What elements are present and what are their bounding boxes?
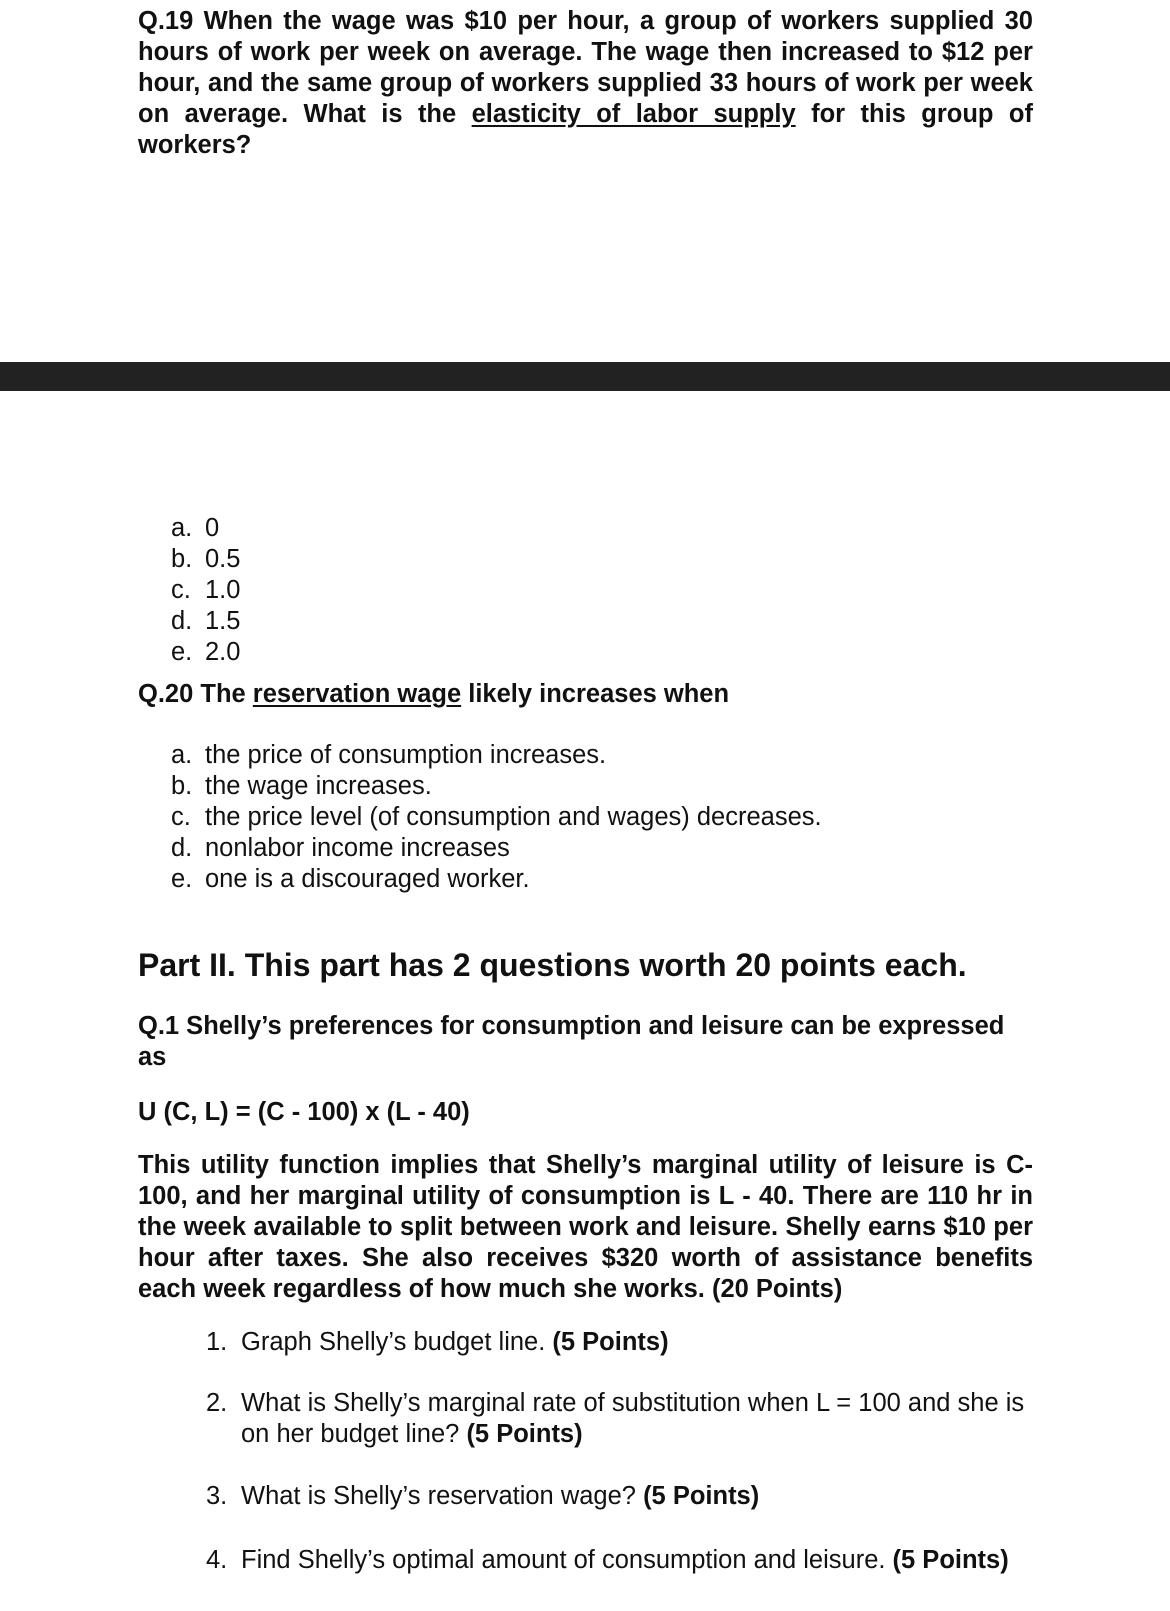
subquestion-number: 4. [206,1546,228,1574]
option-letter: e. [171,638,193,666]
subquestion-1 [206,1327,1036,1358]
q19-options [171,513,240,668]
subquestion-2 [206,1388,1036,1450]
option-text: 2.0 [205,638,241,666]
option-text: one is a discouraged worker. [205,865,530,893]
option-letter: c. [171,803,191,831]
option-text: the wage increases. [205,772,432,800]
subquestion-text: Graph Shelly’s budget line. [241,1328,553,1356]
option-letter: e. [171,865,193,893]
q19-option-c[interactable] [171,575,240,606]
subquestion-points: (5 Points) [466,1420,583,1448]
option-text: nonlabor income increases [205,834,510,862]
question-1-description: This utility function implies that Shelly’s marginal utility of leisure is C-100, and her marginal utility of consumption is L - 40. There are 110 hr in the week available to split between work and leisure. Shelly earns $10 per hour after taxes. She also receives $320 worth of assistance benefits each week regardless of how much she works. (20 Points) [138,1151,1033,1303]
subquestion-text: Find Shelly’s optimal amount of consumption and leisure. [241,1546,893,1574]
q19-text-after: for this group of workers? [138,100,1033,159]
option-letter: b. [171,772,193,800]
q20-text-after: likely increases when [461,680,730,708]
option-text: the price of consumption increases. [205,741,607,769]
q20-option-a[interactable] [171,740,822,771]
subquestion-3 [206,1481,1036,1512]
subquestion-text: What is Shelly’s marginal rate of substitution when L = 100 and she is on her budget line? [241,1389,1025,1448]
utility-formula: U (C, L) = (C - 100) x (L - 40) [138,1098,470,1126]
q20-text-before: Q.20 The [138,680,253,708]
subquestion-4 [206,1545,1036,1576]
subquestion-text: What is Shelly’s reservation wage? [241,1482,644,1510]
question-19 [138,6,1033,161]
subquestion-number: 2. [206,1389,228,1417]
option-text: the price level (of consumption and wages) decreases. [205,803,822,831]
q19-text-before: Q.19 When the wage was $10 per hour, a group of workers supplied 30 hours of work per week on average. The wage then increased to $12 per hour, and the same group of workers supplied 33 hours of work per week on average. What is the [138,7,1033,128]
option-text: 0.5 [205,545,241,573]
option-letter: a. [171,514,193,542]
subquestion-points: (5 Points) [892,1546,1009,1574]
q20-option-d[interactable] [171,833,822,864]
subquestion-number: 1. [206,1328,228,1356]
q19-option-a[interactable] [171,513,240,544]
subquestion-points: (5 Points) [643,1482,760,1510]
q20-option-e[interactable] [171,864,822,895]
option-text: 1.0 [205,576,241,604]
q19-option-b[interactable] [171,544,240,575]
part-2-heading: Part II. This part has 2 questions worth 20 points each. [138,947,967,983]
subquestion-points: (5 Points) [552,1328,669,1356]
q20-options [171,740,822,895]
page-divider-band [0,362,1170,391]
option-letter: d. [171,607,193,635]
q19-underlined-term: elasticity of labor supply [471,100,796,128]
q19-option-d[interactable] [171,606,240,637]
q20-option-b[interactable] [171,771,822,802]
option-letter: b. [171,545,193,573]
q19-option-e[interactable] [171,637,240,668]
question-20 [138,679,1033,710]
option-text: 0 [205,514,220,542]
question-1-intro: Q.1 Shelly’s preferences for consumption and leisure can be expressed as [138,1012,1005,1071]
option-letter: a. [171,741,193,769]
option-text: 1.5 [205,607,241,635]
q20-underlined-term: reservation wage [252,680,462,708]
option-letter: d. [171,834,193,862]
option-letter: c. [171,576,191,604]
subquestion-number: 3. [206,1482,228,1510]
q20-option-c[interactable] [171,802,822,833]
